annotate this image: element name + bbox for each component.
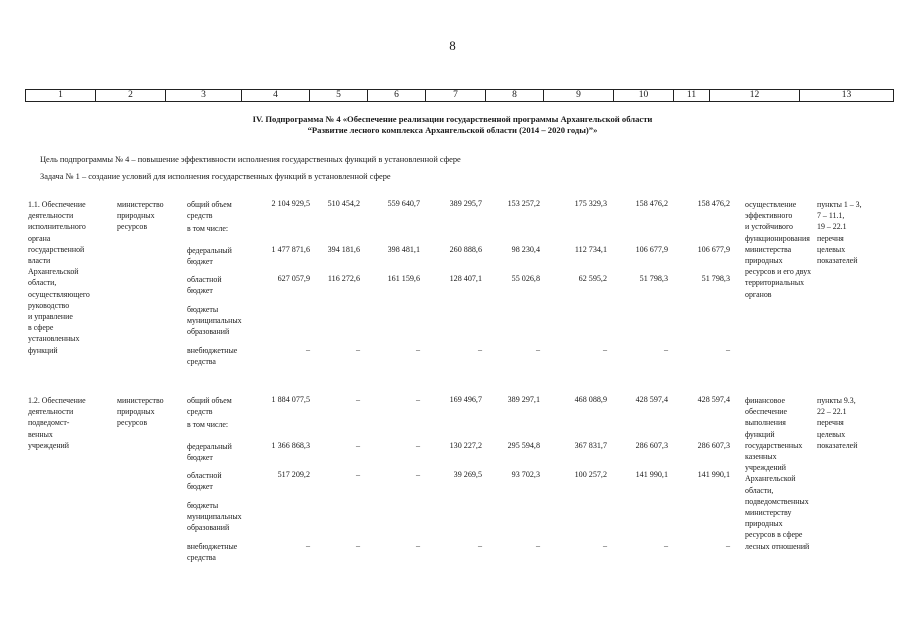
activity-name-line: области, bbox=[28, 278, 57, 288]
indicator-link-line: показателей bbox=[817, 440, 858, 450]
funding-value-col11: 141 990,1 bbox=[697, 470, 730, 479]
funding-value-col10: 141 990,1 bbox=[635, 470, 668, 479]
funding-value-col7: 389 295,7 bbox=[449, 199, 482, 208]
funding-value-col7: 130 227,2 bbox=[449, 441, 482, 450]
funding-value-col11: 286 607,3 bbox=[697, 441, 730, 450]
column-number-6: 6 bbox=[368, 90, 426, 102]
funding-value-col11: 158 476,2 bbox=[697, 199, 730, 208]
funding-value-col4: 517 209,2 bbox=[277, 470, 310, 479]
funding-value-col4: 2 104 929,5 bbox=[271, 199, 310, 208]
expected-result-line: казенных bbox=[745, 452, 777, 461]
activity-name-line: власти bbox=[28, 256, 51, 265]
funding-value-col6: – bbox=[415, 345, 420, 354]
activity-name-line: и управление bbox=[28, 312, 73, 321]
funding-source-label: образований bbox=[187, 523, 230, 533]
funding-source-label: муниципальных bbox=[187, 316, 242, 326]
funding-source-label: бюджеты bbox=[187, 501, 219, 510]
section-title-line2: “Развитие лесного комплекса Архангельской области (2014 – 2020 годы)”» bbox=[307, 125, 598, 135]
funding-value-col6: – bbox=[415, 441, 420, 450]
funding-value-col9: 100 257,2 bbox=[574, 470, 607, 479]
funding-value-col8: – bbox=[535, 345, 540, 354]
funding-value-col5: – bbox=[355, 441, 360, 450]
column-number-header bbox=[25, 89, 894, 102]
funding-value-col7: – bbox=[477, 541, 482, 550]
funding-value-col5: – bbox=[355, 541, 360, 550]
expected-result-line: функций bbox=[745, 429, 775, 439]
indicator-link-line: целевых bbox=[817, 429, 846, 439]
indicator-link-line: пункты 1 – 3, bbox=[817, 200, 862, 209]
activity-name-line: исполнительного bbox=[28, 222, 86, 232]
activity-name-line: Архангельской bbox=[28, 267, 79, 277]
funding-source-label: в том числе: bbox=[187, 224, 229, 233]
expected-result-line: осуществление bbox=[745, 200, 797, 209]
column-number-1: 1 bbox=[26, 90, 96, 102]
indicator-link-line: 19 – 22.1 bbox=[817, 222, 847, 232]
funding-value-col4: 1 366 868,3 bbox=[271, 441, 310, 450]
column-number-9: 9 bbox=[544, 90, 614, 102]
funding-value-col6: – bbox=[415, 541, 420, 550]
funding-value-col9: – bbox=[602, 541, 607, 550]
executor-line: природных bbox=[117, 407, 155, 417]
activity-name-line: функций bbox=[28, 345, 58, 355]
column-number-10: 10 bbox=[614, 90, 674, 102]
funding-source-label: бюджет bbox=[187, 257, 213, 267]
funding-value-col7: 128 407,1 bbox=[449, 274, 482, 283]
funding-value-col6: – bbox=[415, 470, 420, 479]
funding-value-col8: 153 257,2 bbox=[507, 199, 540, 208]
funding-value-col9: – bbox=[602, 345, 607, 354]
expected-result-line: министерства bbox=[745, 244, 792, 254]
funding-value-col11: – bbox=[725, 541, 730, 550]
expected-result-line: подведомственных bbox=[745, 496, 809, 506]
expected-result-line: функционирования bbox=[745, 233, 810, 243]
executor-line: ресурсов bbox=[117, 418, 148, 428]
funding-value-col8: 98 230,4 bbox=[511, 245, 540, 254]
section-title-line1: IV. Подпрограмма № 4 «Обеспечение реализации государственной программы Архангельской области bbox=[252, 114, 653, 124]
executor-line: министерство bbox=[117, 200, 164, 209]
funding-source-label: бюджет bbox=[187, 482, 213, 492]
column-number-2: 2 bbox=[96, 90, 166, 102]
funding-value-col9: 367 831,7 bbox=[574, 441, 607, 450]
indicator-link-line: 7 – 11.1, bbox=[817, 211, 845, 221]
column-number-3: 3 bbox=[166, 90, 242, 102]
funding-value-col11: 51 798,3 bbox=[701, 274, 730, 283]
funding-value-col5: – bbox=[355, 395, 360, 404]
activity-name-line: 1.2. Обеспечение bbox=[28, 396, 86, 405]
expected-result-line: природных bbox=[745, 256, 783, 265]
activity-name-line: установленных bbox=[28, 334, 80, 344]
activity-name-line: в сфере bbox=[28, 323, 54, 333]
activity-name-line: подведомст- bbox=[28, 418, 70, 428]
funding-value-col6: – bbox=[415, 395, 420, 404]
activity-name-line: осуществляющего bbox=[28, 289, 90, 299]
funding-value-col4: – bbox=[305, 345, 310, 354]
activity-name-line: венных bbox=[28, 429, 53, 439]
funding-source-label: внебюджетные bbox=[187, 542, 238, 551]
activity-name-line: деятельности bbox=[28, 211, 74, 221]
executor-line: природных bbox=[117, 211, 155, 221]
funding-value-col10: 286 607,3 bbox=[635, 441, 668, 450]
column-number-4: 4 bbox=[242, 90, 310, 102]
funding-source-label: муниципальных bbox=[187, 512, 242, 522]
column-number-5: 5 bbox=[310, 90, 368, 102]
funding-source-label: общий объем bbox=[187, 200, 232, 209]
subprogram-goal: Цель подпрограммы № 4 – повышение эффективности исполнения государственных функций в установленной сфере bbox=[40, 155, 461, 164]
expected-result-line: территориальных bbox=[745, 278, 805, 288]
column-number-8: 8 bbox=[486, 90, 544, 102]
funding-value-col7: 39 269,5 bbox=[453, 470, 482, 479]
expected-result-line: природных bbox=[745, 519, 783, 529]
activity-name-line: органа bbox=[28, 233, 51, 243]
column-number-12: 12 bbox=[710, 90, 800, 102]
indicator-link-line: перечня bbox=[817, 233, 844, 243]
funding-source-label: областной bbox=[187, 275, 222, 284]
expected-result-line: выполнения bbox=[745, 418, 786, 428]
funding-value-col4: – bbox=[305, 541, 310, 550]
funding-value-col7: 169 496,7 bbox=[449, 395, 482, 404]
expected-result-line: обеспечение bbox=[745, 407, 788, 417]
indicator-link-line: целевых bbox=[817, 244, 846, 254]
funding-value-col10: 428 597,4 bbox=[635, 395, 668, 404]
funding-value-col7: 260 888,6 bbox=[449, 245, 482, 254]
executor-line: ресурсов bbox=[117, 222, 148, 232]
funding-value-col8: 55 026,8 bbox=[511, 274, 540, 283]
activity-name-line: государственной bbox=[28, 244, 85, 254]
funding-value-col8: 389 297,1 bbox=[507, 395, 540, 404]
funding-source-label: внебюджетные bbox=[187, 346, 238, 355]
funding-value-col9: 175 329,3 bbox=[574, 199, 607, 208]
activity-name-line: деятельности bbox=[28, 407, 74, 417]
executor-line: министерство bbox=[117, 396, 164, 405]
funding-value-col4: 1 477 871,6 bbox=[271, 245, 310, 254]
funding-source-label: федеральный bbox=[187, 246, 232, 255]
indicator-link-line: пункты 9.3, bbox=[817, 396, 856, 405]
task-statement: Задача № 1 – создание условий для исполнения государственных функций в установленной сфере bbox=[40, 172, 391, 181]
funding-value-col4: 627 057,9 bbox=[277, 274, 310, 283]
activity-name-line: руководство bbox=[28, 300, 70, 310]
funding-value-col6: 161 159,6 bbox=[387, 274, 420, 283]
column-number-7: 7 bbox=[426, 90, 486, 102]
funding-value-col9: 112 734,1 bbox=[574, 245, 607, 254]
activity-name-line: 1.1. Обеспечение bbox=[28, 200, 86, 209]
expected-result-line: государственных bbox=[745, 440, 803, 450]
funding-source-label: бюджеты bbox=[187, 305, 219, 314]
funding-value-col6: 398 481,1 bbox=[387, 245, 420, 254]
funding-value-col6: 559 640,7 bbox=[387, 199, 420, 208]
funding-value-col5: – bbox=[355, 470, 360, 479]
expected-result-line: органов bbox=[745, 289, 772, 299]
funding-source-label: средств bbox=[187, 407, 213, 417]
expected-result-line: лесных отношений bbox=[745, 541, 810, 551]
funding-value-col8: 295 594,8 bbox=[507, 441, 540, 450]
funding-value-col9: 468 088,9 bbox=[574, 395, 607, 404]
funding-source-label: бюджет bbox=[187, 453, 213, 463]
funding-value-col5: – bbox=[355, 345, 360, 354]
funding-value-col7: – bbox=[477, 345, 482, 354]
funding-source-label: общий объем bbox=[187, 396, 232, 405]
funding-source-label: областной bbox=[187, 471, 222, 480]
funding-value-col10: 51 798,3 bbox=[639, 274, 668, 283]
funding-value-col11: 428 597,4 bbox=[697, 395, 730, 404]
funding-source-label: образований bbox=[187, 327, 230, 337]
expected-result-line: и устойчивого bbox=[745, 222, 793, 232]
expected-result-line: министерству bbox=[745, 508, 792, 517]
funding-value-col5: 394 181,6 bbox=[327, 245, 360, 254]
funding-source-label: бюджет bbox=[187, 286, 213, 296]
funding-value-col9: 62 595,2 bbox=[578, 274, 607, 283]
expected-result-line: ресурсов в сфере bbox=[745, 530, 803, 540]
expected-result-line: учреждений bbox=[745, 463, 786, 473]
funding-source-label: средства bbox=[187, 357, 216, 367]
indicator-link-line: 22 – 22.1 bbox=[817, 407, 847, 417]
funding-value-col8: 93 702,3 bbox=[511, 470, 540, 479]
funding-value-col10: – bbox=[663, 345, 668, 354]
funding-value-col11: – bbox=[725, 345, 730, 354]
expected-result-line: Архангельской bbox=[745, 474, 796, 484]
column-number-11: 11 bbox=[674, 90, 710, 102]
funding-value-col10: 158 476,2 bbox=[635, 199, 668, 208]
funding-value-col4: 1 884 077,5 bbox=[271, 395, 310, 404]
funding-source-label: федеральный bbox=[187, 442, 232, 451]
indicator-link-line: показателей bbox=[817, 256, 858, 265]
expected-result-line: ресурсов и его двух bbox=[745, 267, 812, 277]
indicator-link-line: перечня bbox=[817, 418, 844, 428]
funding-value-col5: 510 454,2 bbox=[327, 199, 360, 208]
expected-result-line: эффективного bbox=[745, 211, 793, 221]
funding-value-col10: – bbox=[663, 541, 668, 550]
expected-result-line: области, bbox=[745, 485, 774, 495]
funding-value-col10: 106 677,9 bbox=[635, 245, 668, 254]
funding-source-label: в том числе: bbox=[187, 420, 229, 429]
funding-value-col5: 116 272,6 bbox=[327, 274, 360, 283]
funding-value-col11: 106 677,9 bbox=[697, 245, 730, 254]
funding-source-label: средств bbox=[187, 211, 213, 221]
column-number-13: 13 bbox=[800, 90, 894, 102]
expected-result-line: финансовое bbox=[745, 396, 785, 405]
funding-source-label: средства bbox=[187, 553, 216, 563]
activity-name-line: учреждений bbox=[28, 440, 69, 450]
page-number: 8 bbox=[449, 38, 456, 53]
funding-value-col8: – bbox=[535, 541, 540, 550]
